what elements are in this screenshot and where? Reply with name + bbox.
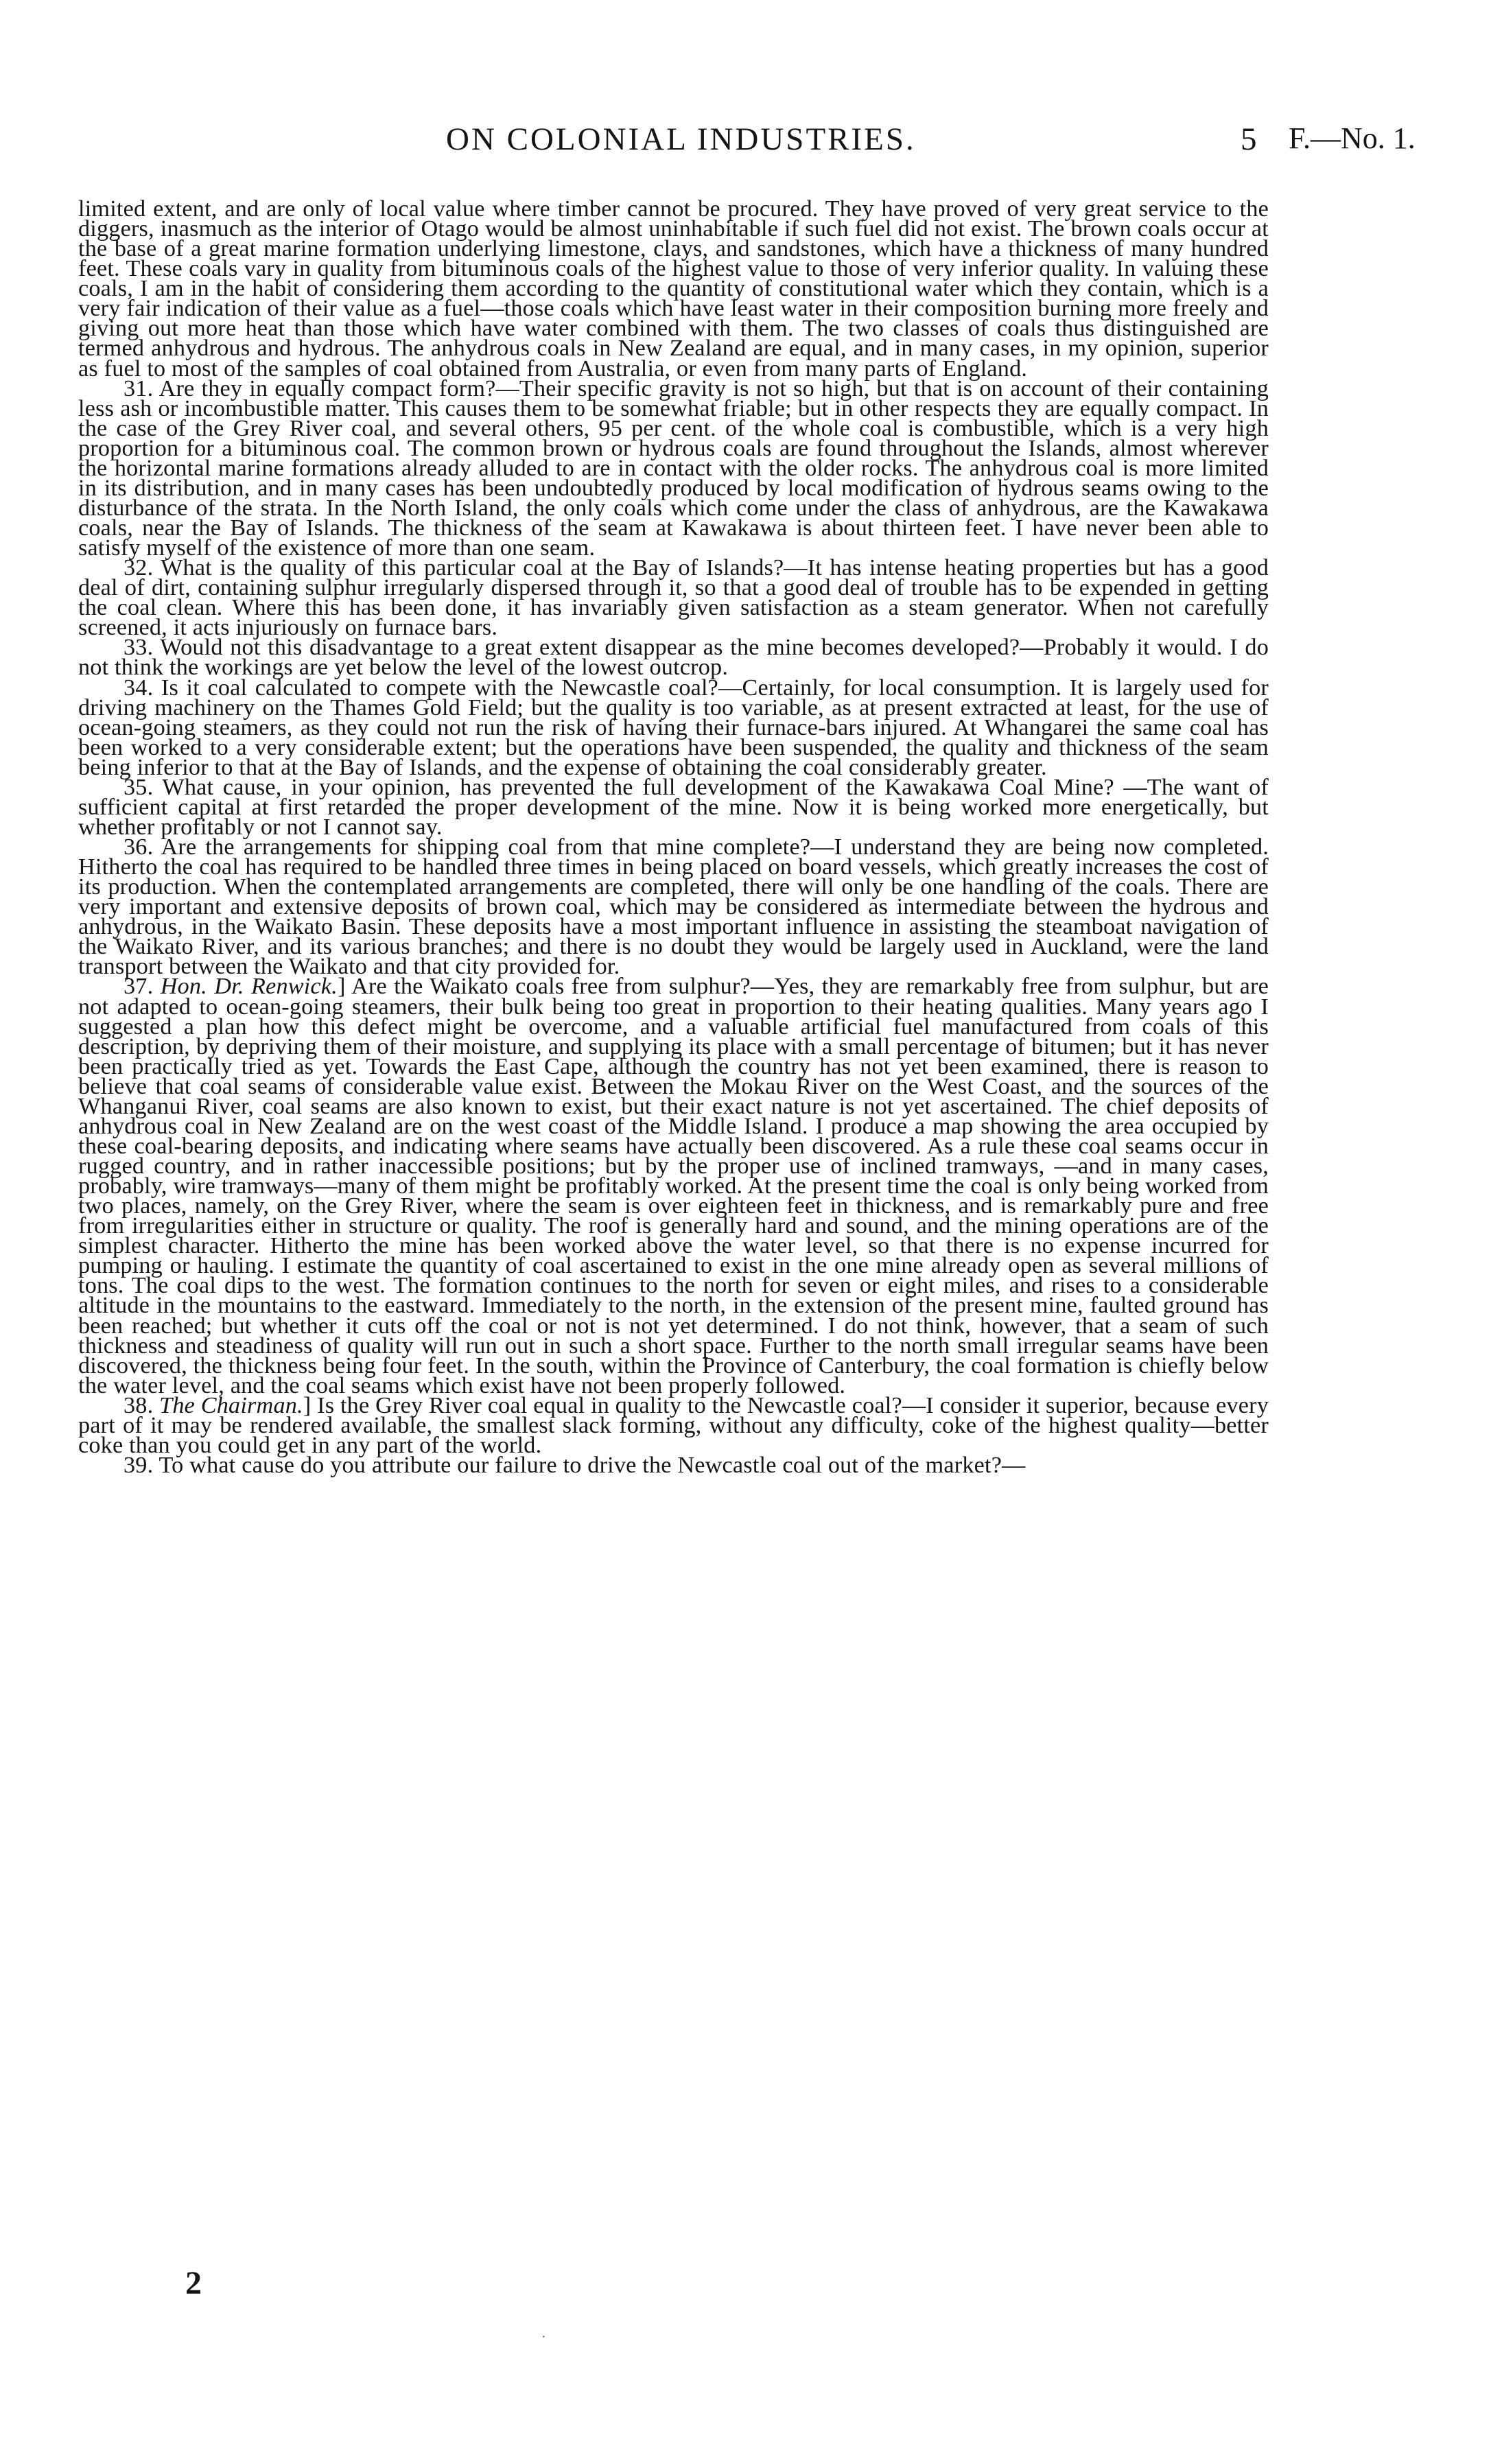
- paragraph-q32: 32. What is the quality of this particular coal at the Bay of Islands?—It has intense heating properties but has a good deal of dirt, containing sulphur irregularly dispersed through it, so that a good deal of trouble has to be expended in getting the coal clean. Where this has been done, it has invariably given satisfaction as a steam generator. When not carefully screened, it acts injuriously on furnace bars.: [78, 555, 1269, 641]
- paragraph-q36: 36. Are the arrangements for shipping coal from that mine complete?—I understand they are being now completed. Hitherto the coal has required to be handled three times in being placed on board vessels, which greatly increases the cost of its production. When the contemplated arrangements are completed, there will only be one handling of the coals. There are very important and extensive deposits of brown coal, which may be considered as intermediate between the hydrous and anhydrous, in the Waikato Basin. These deposits have a most important influence in assisting the steamboat navigation of the Waikato River, and its various branches; and there is no doubt they would be largely used in Auckland, were the land transport between the Waikato and that city provided for.: [78, 834, 1269, 980]
- speaker-name: Hon. Dr. Renwick.: [160, 974, 338, 1000]
- question-number: 38.: [124, 1392, 154, 1418]
- paragraph-text: ] Is the Grey River coal equal in quality to the Newcastle coal?—I consider it superior, because every part of it may be rendered available, the smallest slack forming, without any difficulty, coke of the highest quality—better coke than you could get in any part of the world.: [78, 1392, 1269, 1458]
- paragraph-q38: [78, 1392, 1269, 1458]
- body-text: [78, 196, 1269, 1478]
- running-header: [0, 121, 1491, 162]
- speaker-name: The Chairman.: [159, 1392, 303, 1418]
- signature-mark: 2: [185, 2265, 202, 2301]
- paragraph-q31: 31. Are they in equally compact form?—Their specific gravity is not so high, but that is on account of their containing less ash or incombustible matter. This causes them to be somewhat friable; but in other respects they are equally compact. In the case of the Grey River coal, and several others, 95 per cent. of the whole coal is combustible, which is a very high proportion for a bituminous coal. The common brown or hydrous coals are found throughout the Islands, almost wherever the horizontal marine formations already alluded to are in contact with the older rocks. The anhydrous coal is more limited in its distribution, and in many cases has been undoubtedly produced by local modification of hydrous seams owing to the disturbance of the strata. In the North Island, the only coals which come under the class of anhydrous, are the Kawakawa coals, near the Bay of Islands. The thickness of the seam at Kawakawa is about thirteen feet. I have never been able to satisfy myself of the existence of more than one seam.: [78, 375, 1269, 561]
- paragraph-q33: 33. Would not this disadvantage to a great extent disappear as the mine becomes developed?—Probably it would. I do not think the workings are yet below the level of the lowest outcrop.: [78, 635, 1269, 681]
- running-title: ON COLONIAL INDUSTRIES.: [446, 121, 916, 157]
- question-number: 37.: [124, 974, 154, 1000]
- paragraph-continuation: limited extent, and are only of local value where timber cannot be procured. They have proved of very great service to the diggers, inasmuch as the interior of Otago would be almost uninhabitable if such fuel did not exist. The brown coals occur at the base of a great marine formation underlying limestone, clays, and sandstones, which have a thickness of many hundred feet. These coals vary in quality from bituminous coals of the highest value to those of very inferior quality. In valuing these coals, I am in the habit of considering them according to the quantity of constitutional water which they contain, which is a very fair indication of their value as a fuel—those coals which have least water in their composition burning more freely and giving out more heat than those which have water combined with them. The two classes of coals thus distinguished are termed anhydrous and hydrous. The anhydrous coals in New Zealand are equal, and in many cases, in my opinion, superior as fuel to most of the samples of coal obtained from Australia, or even from many parts of England.: [78, 196, 1269, 382]
- paragraph-q34: 34. Is it coal calculated to compete with the Newcastle coal?—Certainly, for local consumption. It is largely used for driving machinery on the Thames Gold Field; but the quality is too variable, as at present extracted at least, for the use of ocean-going steamers, as they could not run the risk of having their furnace-bars injured. At Whangarei the same coal has been worked to a very considerable extent; but the operations have been suspended, the quality and thickness of the seam being inferior to that at the Bay of Islands, and the expense of obtaining the coal considerably greater.: [78, 674, 1269, 780]
- paragraph-q37: [78, 974, 1269, 1398]
- paragraph-text: ] Are the Waikato coals free from sulphur?—Yes, they are remarkably free from sulphur, but are not adapted to ocean-going steamers, their bulk being too great in proportion to their heating qualities. Many years ago I suggested a plan how this defect might be overcome, and a valuable artificial fuel manufactured from coals of this description, by depriving them of their moisture, and supplying its place with a small percentage of bitumen; but it has never been practically tried as yet. Towards the East Cape, although the country has not yet been examined, there is reason to believe that coal seams of considerable value exist. Between the Mokau River on the West Coast, and the sources of the Whanganui River, coal seams are also known to exist, but their exact nature is not yet ascertained. The chief deposits of anhydrous coal in New Zealand are on the west coast of the Middle Island. I produce a map showing the area occupied by these coal-bearing deposits, and indicating where seams have actually been discovered. As a rule these coal seams occur in rugged country, and in rather inaccessible positions; but by the proper use of inclined tramways, —and in many cases, probably, wire tramways—many of them might be profitably worked. At the present time the coal is only being worked from two places, namely, on the Grey River, where the seam is over eighteen feet in thickness, and is remarkably pure and free from irregularities either in structure or quality. The roof is generally hard and sound, and the mining operations are of the simplest character. Hitherto the mine has been worked above the water level, so that there is no expense incurred for pumping or hauling. I estimate the quantity of coal ascertained to exist in the one mine already open as several millions of tons. The coal dips to the west. The formation continues to the north for seven or eight miles, and rises to a considerable altitude in the mountains to the eastward. Immediately to the north, in the extension of the present mine, faulted ground has been reached; but whether it cuts off the coal or not is not yet determined. I do not think, however, that a seam of such thickness and steadiness of quality will run out in such a short space. Further to the north small irregular seams have been discovered, the thickness being four feet. In the south, within the Province of Canterbury, the coal formation is chiefly below the water level, and the coal seams which exist have not been properly followed.: [78, 974, 1269, 1398]
- print-speck: ·: [541, 2330, 546, 2345]
- page-number: 5: [1241, 121, 1257, 157]
- paper-reference: F.—No. 1.: [1289, 121, 1416, 155]
- paragraph-q39: 39. To what cause do you attribute our failure to drive the Newcastle coal out of the market?—: [124, 1452, 1026, 1478]
- paragraph-q35: 35. What cause, in your opinion, has prevented the full development of the Kawakawa Coal Mine? —The want of sufficient capital at first retarded the proper development of the mine. Now it is being worked more energetically, but whether profitably or not I cannot say.: [78, 774, 1269, 840]
